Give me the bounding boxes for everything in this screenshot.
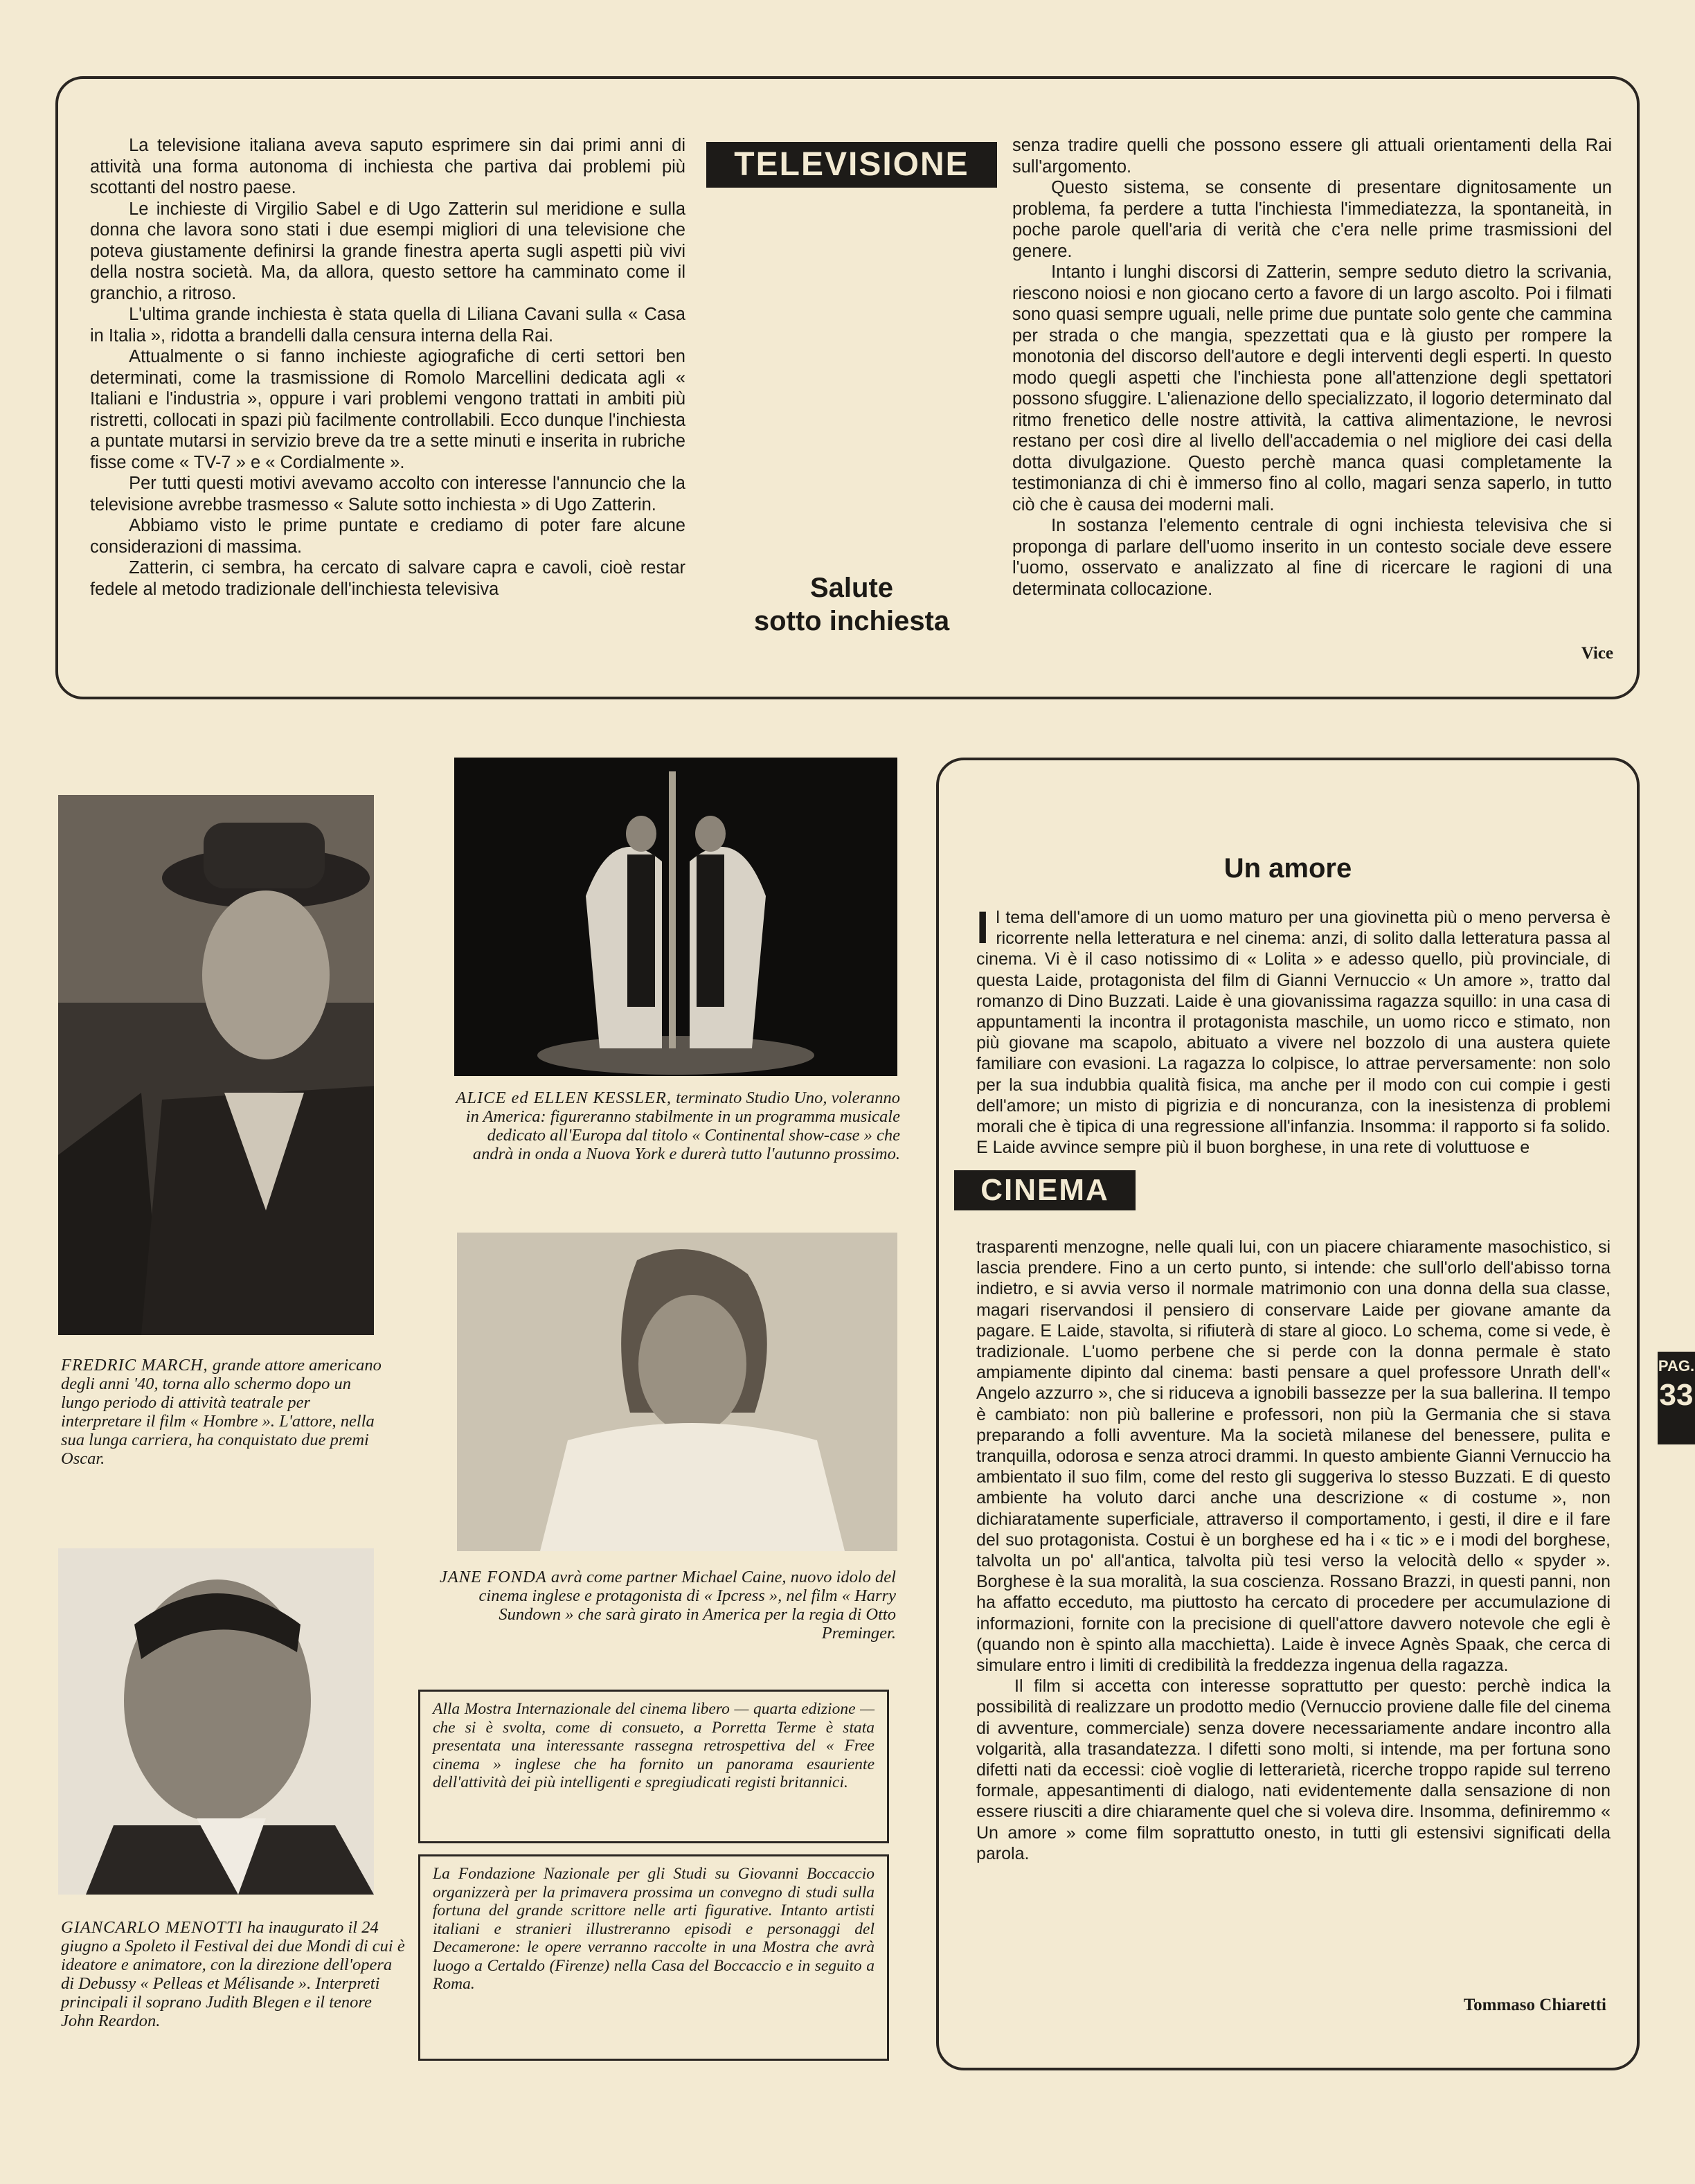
mostra-news-box [418, 1690, 889, 1843]
cinema-intro [976, 902, 1611, 1158]
cinema-label: CINEMA [954, 1170, 1136, 1210]
portrait-illustration [457, 1233, 897, 1551]
caption-text: avrà come partner Michael Caine, nuovo idolo del cinema inglese e protagonista di « Ipcress », nel film « Harry Sundown » che sarà girato in America per la regia di Otto Preminger. [478, 1568, 896, 1643]
cinema-title: Un amore [1223, 853, 1352, 884]
televisione-signature: Vice [1581, 644, 1613, 663]
portrait-illustration [58, 795, 374, 1335]
televisione-column-1 [90, 135, 685, 600]
televisione-label: TELEVISIONE [706, 142, 997, 188]
jane-fonda-photo [457, 1233, 897, 1551]
paragraph: Le inchieste di Virgilio Sabel e di Ugo Zatterin sul meridione e sulla donna che lavora sono stati i due esempi migliori di una televisione che poteva giustamente definirsi la grande finestra aperta sugli aspetti più vivi della nostra società. Ma, da allora, questo settore ha camminato come il granchio, a ritroso. [90, 199, 685, 303]
paragraph: senza tradire quelli che possono essere gli attuali orientamenti della Rai sull'argomento. [1012, 136, 1612, 177]
paragraph: Questo sistema, se consente di presentare dignitosamente un problema, fa perdere a tutta l'inchiesta l'immediatezza, la spontaneità, in poche parole quell'aria di verità che c'era nelle prime trasmissioni del genere. [1012, 178, 1612, 261]
caption-name: JANE FONDA [439, 1568, 547, 1586]
boccaccio-news-box [418, 1854, 889, 2061]
caption-name: GIANCARLO MENOTTI [61, 1918, 243, 1937]
fredric-march-photo [58, 795, 374, 1335]
caption-text: terminato Studio Uno, voleranno in America: figureranno stabilmente in un programma musicale dedicato all'Europa dal titolo « Continental show-case » che andrà in onda a Nuova York e durerà tutto l'autunno prossimo. [465, 1089, 900, 1163]
paragraph: Attualmente o si fanno inchieste agiografiche di certi settori ben determinati, come la trasmissione di Romolo Marcellini dedicata agli « Italiani e l'industria », oppure i vari problemi vengono trattati in ambiti più ristretti, collocati in spazi più facilmente controllabili. Ecco dunque l'inchiesta a puntate mutarsi in servizio breve da tre a sette minuti e inserita in rubriche fisse come « TV-7 » e « Cordialmente ». [90, 347, 685, 472]
paragraph: Zatterin, ci sembra, ha cercato di salvare capra e cavoli, cioè restar fedele al metodo tradizionale dell'inchiesta televisiva [90, 558, 685, 599]
dropcap: I [976, 902, 989, 953]
title-line: Salute [809, 573, 894, 603]
televisione-column-2 [1012, 135, 1612, 600]
kessler-sisters-photo [454, 758, 897, 1076]
stage-illustration [454, 758, 897, 1076]
paragraph: trasparenti menzogne, nelle quali lui, con un piacere chiaramente masochistico, si lascia prendere. Fino a un certo punto, si intende: che sull'orlo dell'abisso torna indietro, e si avvia verso il normale matrimonio con una donna della sua classe, magari riservandosi il pensiero di conservare Laide per giovane amante da pagare. E Laide, stavolta, si rifiuterà di stare al gioco. Lo schema, come si vede, è tradizionale. L'uomo perbene che si perde con la donna permale è stato ampiamente dipinto dal cinema: basti pensare a quel professore Unrath dell'« Angelo azzurro », che si riduceva a ignobili bassezze per la sua ballerina. Il tempo è cambiato: non più ballerine e professori, non più la Germania che si stava preparando a folli avventure. Ma la società milanese del benessere, pulita e tranquilla, odorosa e senza atroci drammi. In questo ambiente Gianni Vernuccio ha ambientato il suo film, come del resto gli suggeriva lo stesso Buzzati. E di questo ambiente ha voluto darci anche una descrizione « di costume », non dichiaratamente superficiale, attraverso il comportamento, i gesti, il dire e il fare del suo protagonista. Costui è un borghese ed ha i « tic » e i modi del borghese, talvolta un po' all'antica, talvolta più tesi verso la velocità dello « spyder ». Borghese è la sua moralità, la sua coscienza. Rossano Brazzi, in questi panni, non ha affatto ecceduto, ma piuttosto ha cercato di procedere per accumulazione di informazioni, fornite con la precisione di quell'attore davvero notevole che egli è (quando non è spinto alla macchietta). Laide è invece Agnès Spaak, che cerca di simulare entro i limiti di credibilità la freddezza ingenua della ragazza. [976, 1237, 1611, 1676]
box-text: Alla Mostra Internazionale del cinema libero — quarta edizione — che si è svolta, come di consueto, a Porretta Terme è stata presentata una interessante rassegna retrospettiva del « Free cinema » inglese che ha fornito un panorama esauriente dell'attività dei più intelligenti e spregiudicati registi britannici. [433, 1700, 875, 1791]
jane-fonda-caption [435, 1568, 896, 1643]
cinema-signature: Tommaso Chiaretti [1463, 1996, 1606, 2014]
caption-text: grande attore americano degli anni '40, torna allo schermo dopo un lungo periodo di attività teatrale per interpretare il film « Hombre ». L'attore, nella sua lunga carriera, ha conquistato due premi Oscar. [61, 1356, 382, 1468]
paragraph: In sostanza l'elemento centrale di ogni inchiesta televisiva che si proponga di parlare dell'uomo inserito in un contesto sociale deve essere l'uomo, osservato e analizzato al fine di ricercare le ragioni di una determinata collocazione. [1012, 516, 1612, 599]
fredric-march-caption [61, 1356, 393, 1468]
paragraph: L'ultima grande inchiesta è stata quella di Liliana Cavani sulla « Casa in Italia », ridotta a brandelli dalla censura interna della Rai. [90, 305, 685, 346]
cinema-body [976, 1237, 1611, 1864]
box-text: La Fondazione Nazionale per gli Studi su Giovanni Boccaccio organizzerà per la primavera prossima un convegno di studi sulla fortuna del grande scrittore nelle arti figurative. Intanto artisti italiani e stranieri illustreranno episodi e personaggi del Decamerone: le opere verranno raccolte in una Mostra che avrà luogo a Certaldo (Firenze) nella Casa del Boccaccio e in seguito a Roma. [433, 1865, 875, 1993]
kessler-caption [450, 1089, 900, 1163]
caption-name: ALICE ed ELLEN KESSLER, [456, 1089, 672, 1107]
paragraph: Intanto i lunghi discorsi di Zatterin, sempre seduto dietro la scrivania, riescono noiosi e non giocano certo a favore di un largo ascolto. Poi i filmati sono quasi sempre uguali, nelle prime due puntate solo gente che cammina per strada o che mangia, spezzettati qua e là giusto per rompere la monotonia del discorso dell'autore e degli interventi degli esperti. In questo modo quegli aspetti che l'inchiesta pone all'attenzione degli spettatori possono sfuggire. L'alienazione dello specializzato, il logorio determinato dal ritmo frenetico delle nostre attività, la cattiva alimentazione, le nevrosi restano per così dire al livello dell'accademia o nel migliore dei casi della dotta divulgazione. Questo perchè manca quasi completamente la testimonianza di chi è immerso fino al collo, magari senza saperlo, in tutto ciò che è causa dei moderni mali. [1012, 262, 1612, 514]
title-line: sotto inchiesta [753, 606, 950, 636]
page-number-tab [1658, 1352, 1695, 1444]
paragraph: Abbiamo visto le prime puntate e crediamo di poter fare alcune considerazioni di massima. [90, 516, 685, 557]
portrait-illustration [58, 1548, 374, 1895]
televisione-title [706, 571, 997, 638]
paragraph: Il film si accetta con interesse soprattutto per questo: perchè indica la possibilità di realizzare un prodotto medio (Vernuccio proviene dalle file del cinema di avventure, commerciale) senza dovere necessariamente andare incontro alla volgarità, alla trasandatezza. I difetti sono molti, si intende, ma per fortuna sono difetti nati da eccessi: cioè voglie di letterarietà, ricerche troppo rapide sul terreno formale, appesantimenti di dialogo, nati evidentemente dalla sensazione di non essere riusciti a dire chiaramente quel che si voleva dire. Insomma, definiremmo « Un amore » come film soprattutto onesto, in tutti gli estensivi significati della parola. [976, 1676, 1611, 1863]
paragraph [976, 902, 1611, 1158]
caption-text: ha inaugurato il 24 giugno a Spoleto il Festival dei due Mondi di cui è ideatore e animatore, con la direzione dell'opera di Debussy « Pelleas et Mélisande ». Interpreti principali il soprano Judith Blegen e il tenore John Reardon. [61, 1918, 405, 2030]
caption-name: FREDRIC MARCH, [61, 1356, 208, 1375]
page-label: PAG. [1658, 1357, 1695, 1375]
giancarlo-menotti-caption [61, 1918, 407, 2030]
giancarlo-menotti-photo [58, 1548, 374, 1895]
paragraph: Per tutti questi motivi avevamo accolto con interesse l'annuncio che la televisione avrebbe trasmesso « Salute sotto inchiesta » di Ugo Zatterin. [90, 474, 685, 514]
page-number: 33 [1659, 1378, 1694, 1412]
paragraph: La televisione italiana aveva saputo esprimere sin dai primi anni di attività una forma autonoma di inchiesta che partiva dai problemi più scottanti del nostro paese. [90, 136, 685, 197]
paragraph-text: l tema dell'amore di un uomo maturo per una giovinetta più o meno perversa è ricorrente nella letteratura e nel cinema: anzi, di solito dalla letteratura passa al cinema. Vi è il caso notissimo di « Lolita » e adesso quello, più provinciale, di questa Laide, protagonista del film di Gianni Vernuccio « Un amore », tratto dal romanzo di Dino Buzzati. Laide è una giovanissima ragazza squillo: in una casa di appuntamenti la incontra il protagonista maschile, un uomo ricco e stimato, non più giovane ma scapolo, abituato a vivere nel bozzolo di una austera quiete familiare con evasioni. La ragazza lo colpisce, lo attrae perversamente: non solo per la sua indubbia qualità fisica, ma anche per il modo con cui compie i gesti dell'amore; un misto di pigrizia e di noncuranza, con la inesistenza di problemi morali che è tipica di una regressione all'infanzia. Insomma: il rapporto si fa solido. E Laide avvince sempre più il buon borghese, in una rete di voluttuose e [976, 908, 1611, 1158]
